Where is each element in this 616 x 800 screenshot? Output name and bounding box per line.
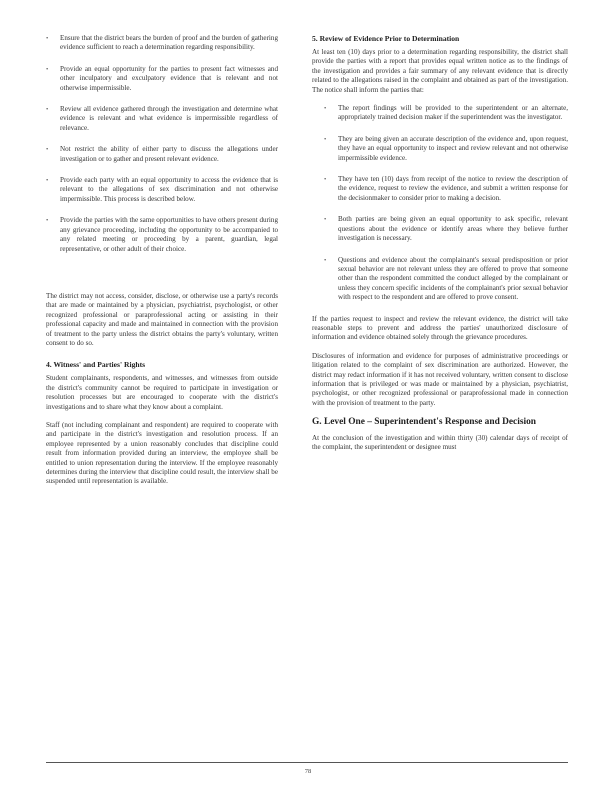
list-item: • Provide each party with an equal opportunity to access the evidence that is relevant to the allegations of sex discrimination and not otherwise impermissible. This process is described below.	[46, 176, 278, 203]
right-column	[312, 34, 568, 462]
left-column	[46, 34, 278, 496]
section-4-heading: 4. Witness' and Parties' Rights	[46, 360, 146, 370]
list-item: • They are being given an accurate description of the evidence and, upon request, they have an equal opportunity to inspect and review relevant and not otherwise impermissible evidence.	[324, 134, 568, 162]
list-item: • Questions and evidence about the complainant's sexual predisposition or prior sexual behavior are not relevant unless they are offered to prove that someone other than the respondent committed the conduct alleged by the complainant or unless they concern specific incidents of the complainant's prior sexual behavior with respect to the respondent and are offered to prove consent.	[324, 255, 568, 302]
page-number: 78	[304, 768, 312, 775]
bullet-icon: •	[324, 176, 327, 184]
bullet-icon: •	[324, 135, 327, 143]
district-records-paragraph: The district may not access, consider, disclose, or otherwise use a party's records that are made or maintained by a physician, psychiatrist, psychologist, or other recognized professional or paraprofessional acting or assisting in their professional capacity and made and maintained in connection with the provision of treatment to the party unless the district obtains the party's voluntary, written consent to do so.	[46, 291, 278, 347]
footer-divider	[46, 762, 568, 763]
bullet-icon: •	[324, 105, 327, 113]
bullet-icon: •	[46, 217, 49, 225]
bullet-icon: •	[46, 177, 49, 185]
list-item: • Review all evidence gathered through the investigation and determine what evidence is relevant and what evidence is impermissible regardless of relevance.	[46, 105, 278, 132]
disclosures-paragraph: Disclosures of information and evidence for purposes of administrative proceedings or litigation related to the complaint of sex discrimination are authorized. However, the district may redact information if it has not received voluntary, written consent to disclose information that is privileged or was made or maintained by a physician, psychiatrist, psychologist, or other recognized professional or paraprofessional made in connection with the provision of treatment to the party.	[312, 351, 568, 407]
superintendent-paragraph: At the conclusion of the investigation and within thirty (30) calendar days of receipt of the complaint, the superintendent or designee must	[312, 433, 568, 452]
list-item: • Not restrict the ability of either party to discuss the allegations under investigation or to gather and present relevant evidence.	[46, 145, 278, 163]
list-item: • Both parties are being given an equal opportunity to ask specific, relevant questions about the evidence or identify areas where they believe further investigation is necessary.	[324, 215, 568, 243]
bullet-icon: •	[324, 256, 327, 264]
review-evidence-paragraph: At least ten (10) days prior to a determination regarding responsibility, the district shall provide the parties with a report that provides equal written notice as to the findings of the investigation and provides a fair summary of any relevant evidence that is directly related to the allegations raised in the complaint and obtained as part of the investigation. The notice shall inform the parties that:	[312, 48, 568, 94]
bullet-icon: •	[46, 65, 49, 73]
list-item: • They have ten (10) days from receipt of the notice to review the description of the evidence, request to review the evidence, and submit a written response for the decisionmaker to consider prior to making a decision.	[324, 175, 568, 202]
list-item: • Provide the parties with the same opportunities to have others present during any grievance proceeding, including the opportunity to be accompanied to any related meeting or proceeding by a parent, guardian, legal representative, or other adult of their choice.	[46, 216, 278, 253]
list-item: • Provide an equal opportunity for the parties to present fact witnesses and other inculpatory and exculpatory evidence that is relevant and not otherwise impermissible.	[46, 64, 278, 92]
section-g-heading: G. Level One – Superintendent's Response and Decision	[312, 417, 536, 428]
bullet-icon: •	[324, 216, 327, 224]
list-item: • Ensure that the district bears the burden of proof and the burden of gathering evidence sufficient to reach a determination regarding responsibility.	[46, 34, 278, 52]
staff-paragraph: Staff (not including complainant and respondent) are required to cooperate with and participate in the district's investigation and resolution process. If an employee represented by a union reasonably concludes that discipline could result from information provided during an interview, the employee shall be entitled to union representation during the interview. If the employee reasonably determines during the interview that discipline could result, the interview shall be suspended until representation is available.	[46, 420, 278, 486]
list-item: • The report findings will be provided to the superintendent or an alternate, appropriately trained decision maker if the superintendent was the investigator.	[324, 104, 568, 122]
witness-paragraph: Student complainants, respondents, and witnesses, and witnesses from outside the district's community cannot be required to participate in investigation or resolution processes but are encouraged to cooperate with the district's investigations and to share what they know about a complaint.	[46, 374, 278, 411]
bullet-icon: •	[46, 146, 49, 154]
bullet-icon: •	[46, 106, 49, 114]
request-paragraph: If the parties request to inspect and review the relevant evidence, the district will take reasonable steps to prevent and address the parties' unauthorized disclosure of information and evidence obtained solely through the grievance procedures.	[312, 314, 568, 342]
bullet-icon: •	[46, 35, 49, 42]
section-5-heading: 5. Review of Evidence Prior to Determination	[312, 34, 460, 43]
